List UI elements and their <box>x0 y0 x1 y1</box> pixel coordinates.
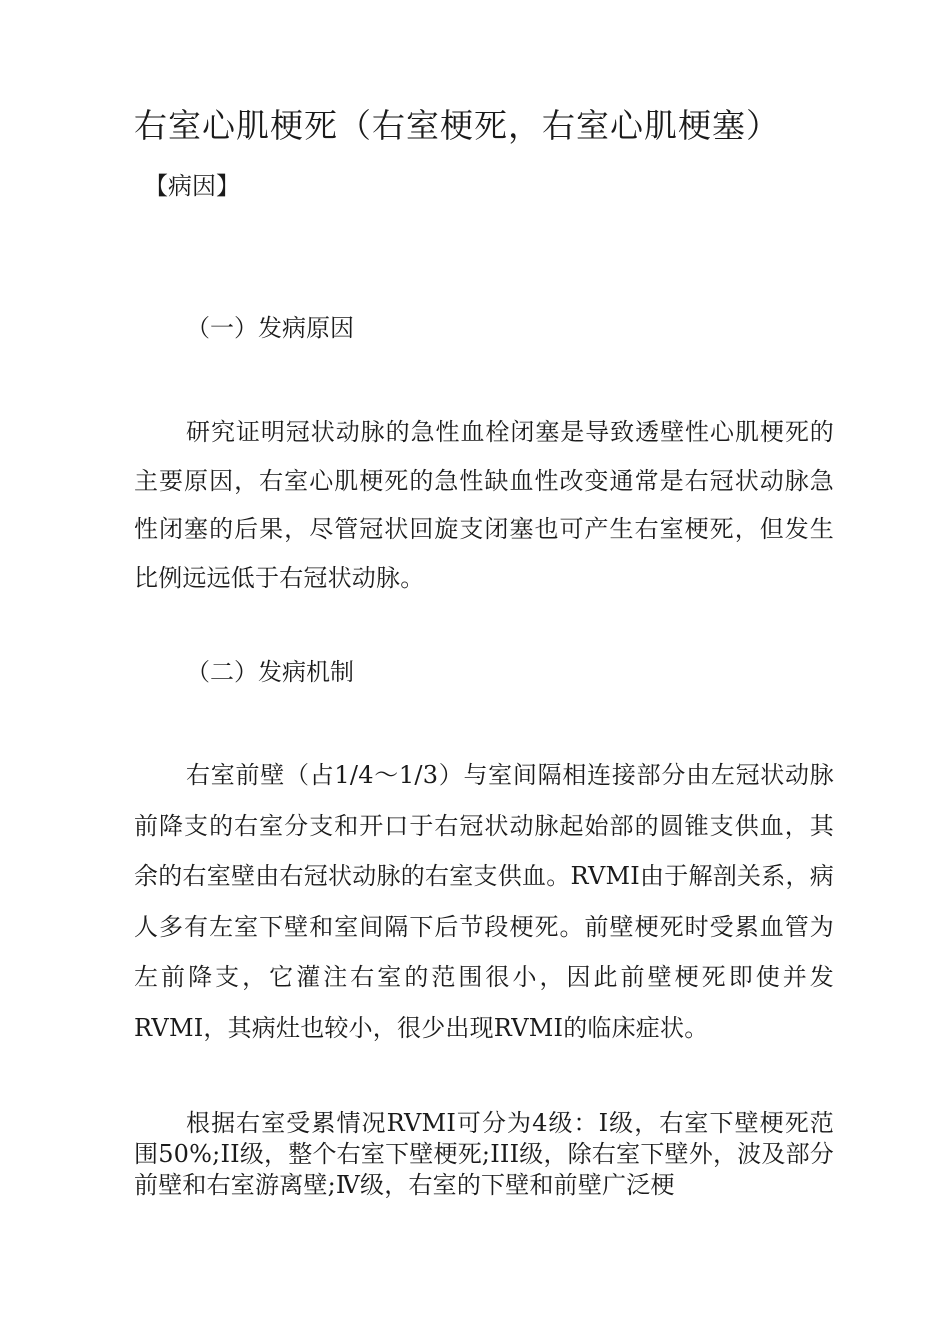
subsection-heading-mechanism: （二）发病机制 <box>186 658 354 686</box>
section-label: 【病因】 <box>144 172 240 200</box>
subsection-heading-cause: （一）发病原因 <box>186 314 354 342</box>
paragraph-mechanism: 右室前壁（占1/4～1/3）与室间隔相连接部分由左冠状动脉前降支的右室分支和开口于右冠状动脉起始部的圆锥支供血，其余的右室壁由右冠状动脉的右室支供血。RVMI由于解剖关系，病人多有左室下壁和室间隔下后节段梗死。前壁梗死时受累血管为左前降支，它灌注右室的范围很小，因此前壁梗死即使并发RVMI，其病灶也较小，很少出现RVMI的临床症状。 <box>134 761 834 1042</box>
paragraph-classification: 根据右室受累情况RVMI可分为4级：Ⅰ级，右室下壁梗死范围50%;II级，整个右室下壁梗死;III级，除右室下壁外，波及部分前壁和右室游离壁;Ⅳ级，右室的下壁和前壁广泛梗 <box>134 1109 834 1199</box>
paragraph-cause: 研究证明冠状动脉的急性血栓闭塞是导致透壁性心肌梗死的主要原因，右室心肌梗死的急性缺血性改变通常是右冠状动脉急性闭塞的后果，尽管冠状回旋支闭塞也可产生右室梗死，但发生比例远远低于右冠状动脉。 <box>134 418 834 592</box>
document-title: 右室心肌梗死（右室梗死，右室心肌梗塞） <box>134 106 780 145</box>
